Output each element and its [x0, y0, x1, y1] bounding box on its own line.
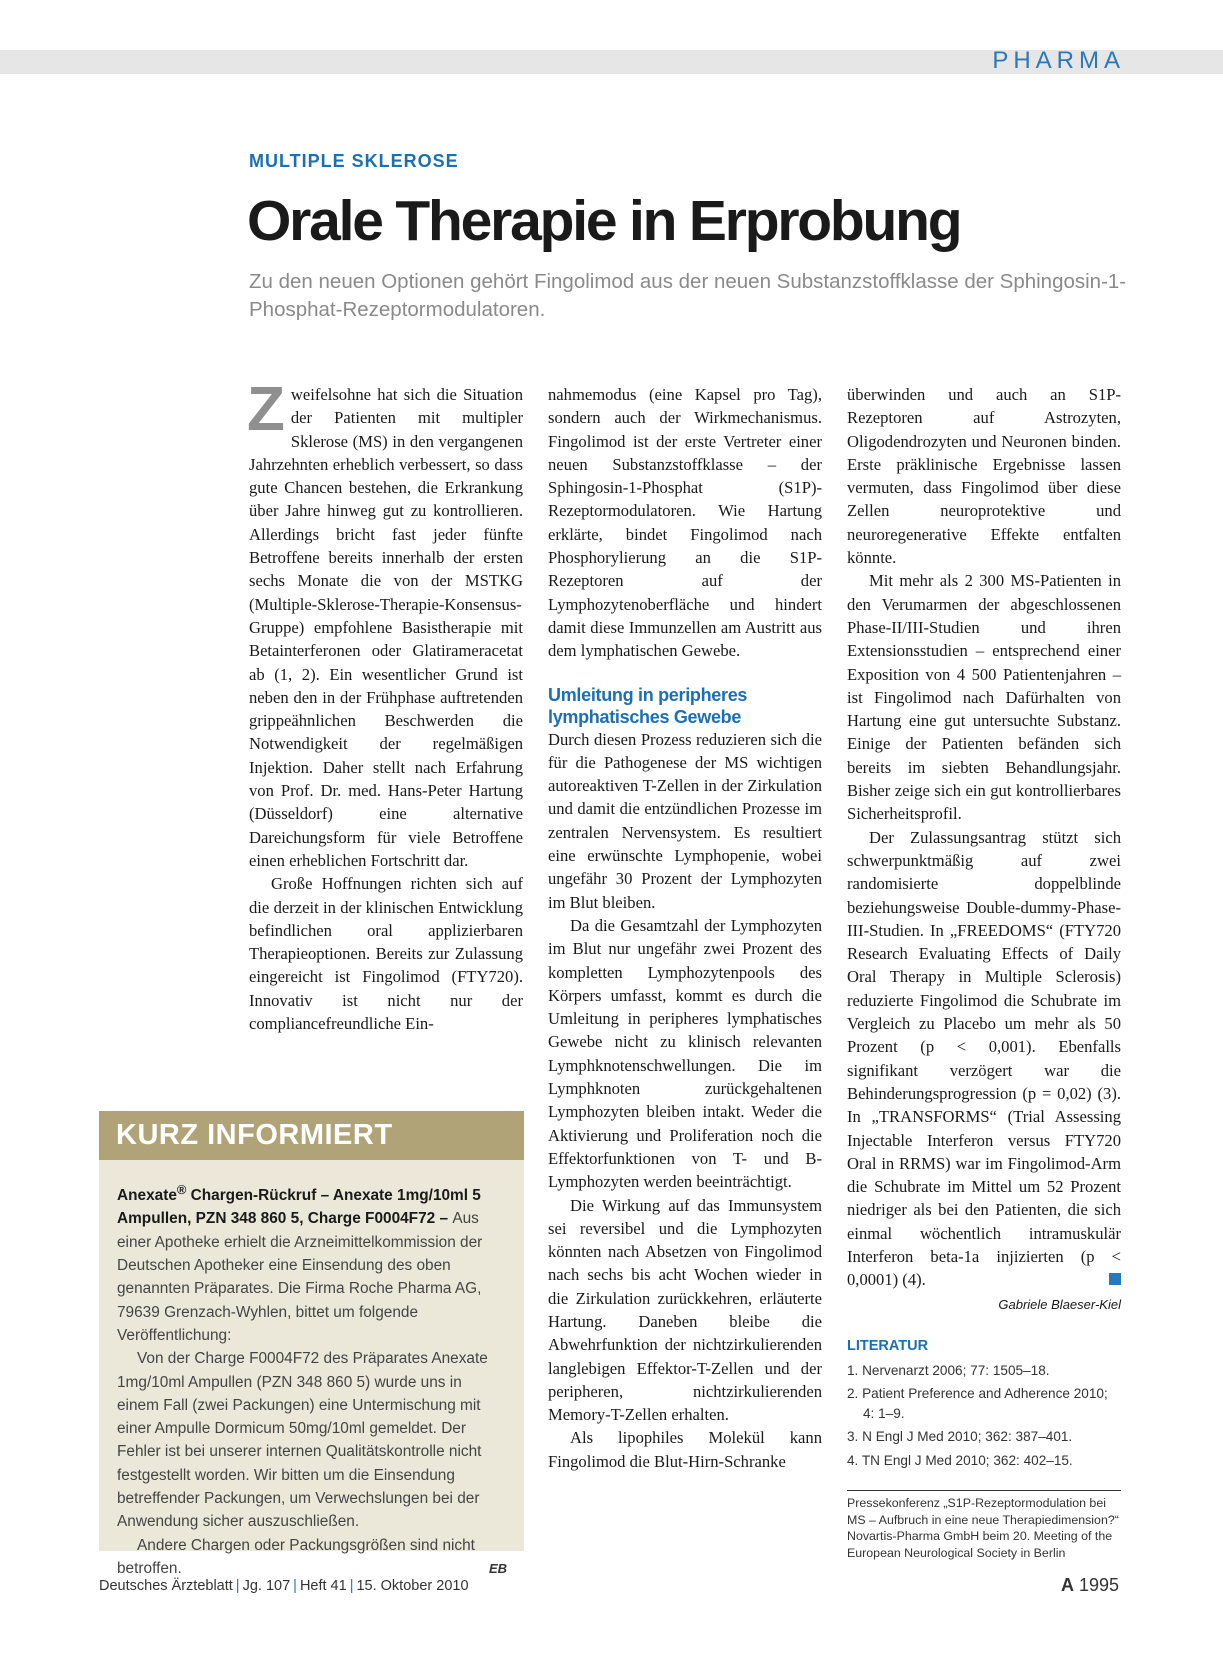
- kurz-informiert-box: [99, 1111, 524, 1577]
- kurz-paragraph: [117, 1178, 504, 1347]
- dropcap: Z: [247, 375, 285, 444]
- literature-item: 1. Nervenarzt 2006; 77: 1505–18.: [847, 1362, 1050, 1378]
- footer-separator: |: [349, 1578, 354, 1594]
- footer: [99, 1578, 469, 1594]
- footer-volume: Jg. 107: [242, 1578, 291, 1594]
- paragraph-text: weifelsohne hat sich die Situation der Patienten mit multipler Sklerose (MS) in den vergangenen Jahrzehnten erheblich verbessert, so dass gute Chancen bestehen, die Erkrankung über Jahre hinweg gut zu kontrollieren. Allerdings bricht fast jeder fünfte Betroffene bereits innerhalb der ersten sechs Monate die von der MSTKG (Multiple-Sklerose-Therapie-Konsensus-Gruppe) empfohlene Basistherapie mit Betainterferonen oder Glatirameracetat ab (1, 2). Ein wesentlicher Grund ist neben den in der Frühphase auftretenden grippeähnlichen Beschwerden die Notwendigkeit der regelmäßigen Injektion. Daher stellt nach Erfahrung von Prof. Dr. med. Hans-Peter Hartung (Düsseldorf) eine alternative Dareichungsform für viele Betroffene einen erheblichen Fortschritt dar.: [249, 385, 523, 870]
- paragraph: Mit mehr als 2 300 MS-Patienten in den Verumarmen der abgeschlossenen Phase-II/III-Studien und ihren Extensionsstudien – entsprechend einer Exposition von 4 500 Patientenjahren – ist Fingolimod nach Dafürhalten von Hartung eine gut untersuchte Substanz. Einige der Patienten befänden sich bereits im siebten Behandlungsjahr. Bisher zeige sich ein gut kontrollierbares Sicherheitsprofil.: [847, 571, 1121, 824]
- paragraph: nahmemodus (eine Kapsel pro Tag), sondern auch der Wirkmechanismus. Fingolimod ist der erste Vertreter einer neuen Substanzstoffklasse – der Sphingosin-1-Phosphat (S1P)-Rezeptormodulatoren. Wie Hartung erklärte, bindet Fingolimod nach Phosphorylierung an die S1P-Rezeptoren auf der Lymphozytenoberfläche und hindert damit diese Immunzellen am Austritt aus dem lymphatischen Gewebe.: [548, 385, 822, 661]
- paragraph: überwinden und auch an S1P-Rezeptoren auf Astrozyten, Oligodendrozyten und Neuronen binden. Erste präklinische Ergebnisse lassen vermuten, dass Fingolimod über diese Zellen neuroprotektive und neuroregenerative Effekte entfalten könnte.: [847, 385, 1121, 568]
- paragraph: Als lipophiles Molekül kann Fingolimod die Blut-Hirn-Schranke: [548, 1428, 822, 1471]
- press-note: Pressekonferenz „S1P-Rezeptormodulation bei MS – Aufbruch in eine neue Therapiedimension?“ Novartis-Pharma GmbH beim 20. Meeting of the European Neurological Society in Berlin: [847, 1490, 1121, 1561]
- paragraph: Da die Gesamtzahl der Lymphozyten im Blut nur ungefähr zwei Prozent des kompletten Lymphozytenpools des Körpers umfasst, kommt es durch die Umleitung in peripheres lymphatisches Gewebe nicht zu klinisch relevanten Lymphknotenschwellungen. Die im Lymphknoten zurückgehaltenen Lymphozyten bleiben intakt. Weder die Aktivierung und Proliferation noch die Effektorfunktionen von T- und B-Lymphozyten werden beeinträchtigt.: [548, 915, 822, 1192]
- paragraph: Die Wirkung auf das Immunsystem sei reversibel und die Lymphozyten könnten nach Absetzen von Fingolimod nach sechs bis acht Wochen wieder in die Zirkulation zurückkehren, erläuterte Hartung. Daneben bleibe die Abwehrfunktion der nichtzirkulierenden langlebigen Effektor-T-Zellen und der peripheren, nichtzirkulierenden Memory-T-Zellen erhalten.: [548, 1195, 822, 1425]
- paragraph-text: Der Zulassungsantrag stützt sich schwerpunktmäßig auf zwei randomisierte doppelblinde beziehungsweise Double-dummy-Phase-III-Studien. In „FREEDOMS“ (FTY720 Research Evaluating Effects of Daily Oral Therapy in Multiple Sclerosis) reduzierte Fingolimod die Schubrate im Vergleich zu Placebo um mehr als 50 Prozent (p < 0,001). Ebenfalls signifikant verzögert war die Behinderungsprogression (p = 0,02) (3). In „TRANSFORMS“ (Trial Assessing Injectable Interferon versus FTY720 Oral in RRMS) war im Fingolimod-Arm die Schubrate im Mittel um 52 Prozent niedriger als bei den Patienten, die sich einmal wöchentlich intramuskulär Interferon beta-1a injizierten (p < 0,0001) (4).: [847, 827, 1121, 1290]
- kurz-text: Aus einer Apotheke erhielt die Arzneimittelkommission der Deutschen Apotheker eine Einsendung des oben genannten Präparates. Die Firma Roche Pharma AG, 79639 Grenzach-Wyhlen, bittet um folgende Veröffentlichung:: [117, 1210, 483, 1344]
- section-label: PHARMA: [992, 47, 1125, 74]
- kurz-lead: [117, 1182, 481, 1228]
- section-subheading: Umleitung in peripheres lymphatisches Gewebe: [548, 684, 748, 727]
- literature-item: 2. Patient Preference and Adherence 2010; 4: 1–9.: [847, 1386, 1108, 1421]
- article-title: Orale Therapie in Erprobung: [247, 189, 961, 253]
- footer-date: 15. Oktober 2010: [356, 1578, 469, 1594]
- page-number: [1061, 1575, 1119, 1596]
- literature-item: 4. TN Engl J Med 2010; 362: 402–15.: [847, 1452, 1073, 1468]
- kurz-paragraph: [117, 1534, 507, 1581]
- kurz-signature: EB: [488, 1560, 507, 1576]
- kurz-text: Andere Chargen oder Packungsgrößen sind nicht betroffen.: [117, 1536, 475, 1577]
- page-prefix: A: [1060, 1575, 1074, 1595]
- literature-item: 3. N Engl J Med 2010; 362: 387–401.: [847, 1429, 1073, 1445]
- footer-separator: |: [293, 1578, 297, 1594]
- kurz-body: [99, 1160, 524, 1580]
- footer-separator: |: [235, 1578, 240, 1594]
- end-mark-icon: [1109, 1273, 1121, 1285]
- article-kicker: MULTIPLE SKLEROSE: [249, 151, 459, 171]
- registered-mark: ®: [176, 1182, 187, 1197]
- paragraph: [247, 375, 523, 872]
- kurz-lead-name: Anexate: [117, 1187, 177, 1205]
- kurz-heading: KURZ INFORMIERT: [99, 1111, 524, 1160]
- author-byline: Gabriele Blaeser-Kiel: [998, 1296, 1121, 1312]
- literature-list: [847, 1361, 1121, 1471]
- paragraph: [847, 826, 1121, 1292]
- page-number-value: 1995: [1078, 1575, 1119, 1595]
- kurz-lead-text: Chargen-Rückruf – Anexate 1mg/10ml 5 Ampullen, PZN 348 860 5, Charge F0004F72 –: [117, 1187, 481, 1228]
- footer-journal: Deutsches Ärzteblatt: [99, 1578, 233, 1594]
- kurz-paragraph: Von der Charge F0004F72 des Präparates Anexate 1mg/10ml Ampullen (PZN 348 860 5) wurde uns in einem Fall (zwei Packungen) eine Untermischung mit einer Ampulle Dormicum 50mg/10ml gemeldet. Der Fehler ist bei unserer internen Qualitätskontrolle nicht festgestellt worden. Wir bitten um die Einsendung betreffender Packungen, um Verwechslungen bei der Anwendung sicher auszuschließen.: [117, 1350, 488, 1531]
- literature-heading: LITERATUR: [847, 1337, 929, 1354]
- footer-issue: Heft 41: [299, 1578, 347, 1594]
- article-subtitle: Zu den neuen Optionen gehört Fingolimod aus der neuen Substanzstoffklasse der Sphingosin-1-Phosphat-Rezeptormodulatoren.: [249, 270, 1127, 321]
- article-column-2: [548, 383, 822, 1473]
- article-column-3: [847, 383, 1121, 1561]
- article-column-1: [247, 375, 523, 1035]
- paragraph: Große Hoffnungen richten sich auf die derzeit in der klinischen Entwicklung befindlichen oral applizierbaren Therapieoptionen. Bereits zur Zulassung eingereicht ist Fingolimod (FTY720). Innovativ ist nicht nur der compliancefreundliche Ein-: [249, 874, 523, 1034]
- paragraph: Durch diesen Prozess reduzieren sich die für die Pathogenese der MS wichtigen autoreaktiven T-Zellen in der Zirkulation und damit die entzündlichen Prozesse im zentralen Nervensystem. Es resultiert eine erwünschte Lymphopenie, wobei ungefähr 30 Prozent der Lymphozyten im Blut bleiben.: [548, 729, 822, 912]
